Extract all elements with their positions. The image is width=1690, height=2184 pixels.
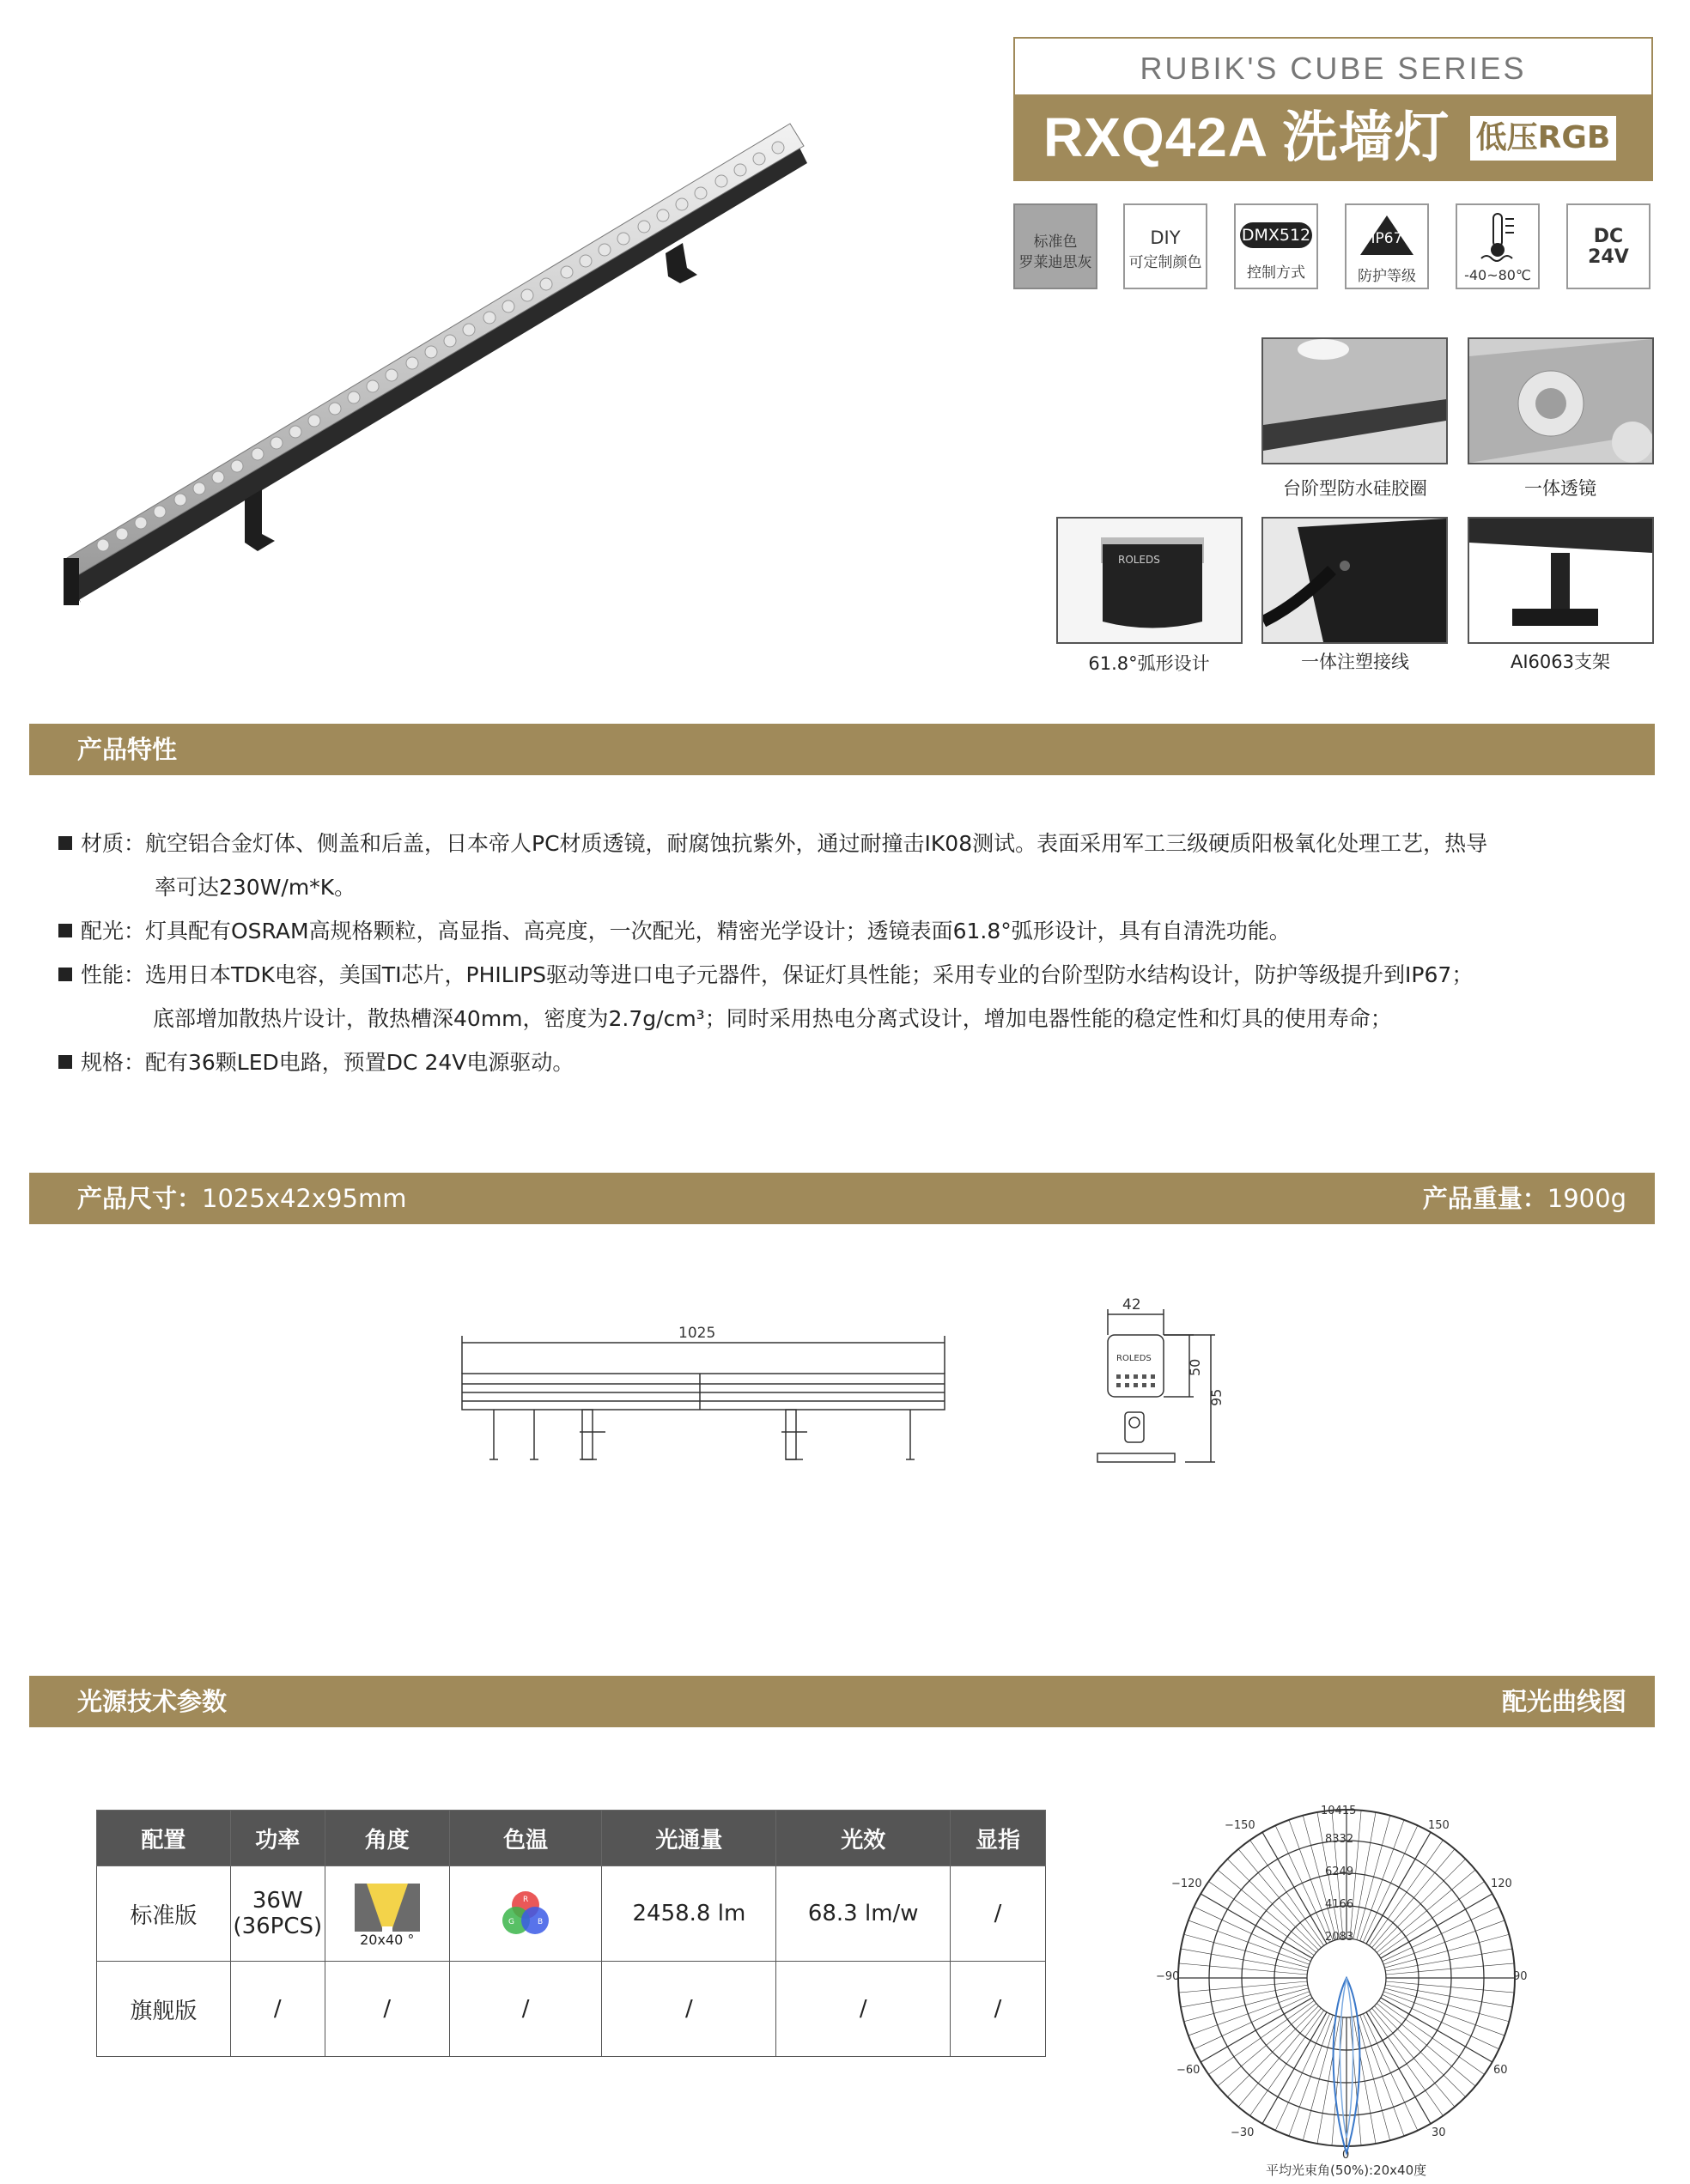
polar-spoke [1384,1934,1509,1968]
col-header: 光通量 [602,1811,776,1866]
polar-distribution-chart [1151,1794,1546,2181]
icon-caption: -40~80℃ [1464,267,1531,283]
table-row [97,1866,1046,1962]
rgb-g: G [508,1918,515,1926]
width-dimension: 42 [1122,1296,1141,1313]
detail-photo-bracket [1468,517,1654,644]
col-header: 功率 [230,1811,325,1866]
specs-title: 光源技术参数 [77,1687,228,1716]
polar-spoke [1360,2015,1404,2136]
polar-spoke [1366,1832,1431,1944]
col-header: 光效 [776,1811,951,1866]
cri-cell: / [951,1962,1046,2057]
features-title: 产品特性 [77,735,178,764]
seal-photo-art [1263,339,1446,463]
icon-line2: 24V [1588,246,1629,268]
col-header: 色温 [449,1811,602,1866]
feature-line: 规格：配有36颗LED电路，预置DC 24V电源驱动。 [81,1050,574,1075]
power-value: 36W [252,1888,303,1914]
caption-lens: 一体透镜 [1524,478,1596,499]
cri-cell: / [951,1866,1046,1962]
angle-cell [325,1866,449,1962]
power-cell: / [230,1962,325,2057]
feature-line: 性能：选用日本TDK电容，美国TI芯片，PHILIPS驱动等进口电子元器件，保证灯具性能；采用专业的台阶型防水结构设计，防护等级提升到IP67； [81,962,1474,987]
angle-label: 0 [1342,2149,1350,2162]
detail-photo-wiring [1261,517,1448,644]
angle-label: 90 [1513,1970,1528,1983]
height-dimension-95: 95 [1208,1388,1225,1406]
polar-spoke [1360,1820,1404,1941]
dmx512-control-icon [1234,203,1318,289]
rgb-b: B [538,1918,544,1926]
icon-caption: 控制方式 [1247,264,1305,282]
detail-photo-seal [1261,337,1448,464]
icon-caption: 防护等级 [1358,268,1416,285]
polar-spoke [1201,1998,1312,2062]
detail-photo-lens [1468,337,1654,464]
polar-spoke [1385,1985,1512,2007]
icon-line1: DIY [1150,228,1181,248]
polar-caption: 平均光束角(50%):20x40度 [1266,2163,1427,2178]
icon-line2: 罗莱迪思灰 [1018,254,1092,271]
angle-label: 150 [1428,1819,1450,1832]
ip-badge: IP67 [1371,230,1403,247]
config-cell: 标准版 [97,1866,231,1962]
polar-spoke [1377,1870,1475,1952]
polar-spoke [1317,2017,1340,2144]
col-header: 配置 [97,1811,231,1866]
specs-bar [29,1676,1655,1727]
caption-bracket: AI6063支架 [1510,652,1610,672]
efficacy-cell: / [776,1962,951,2057]
icon-line1: DC [1593,226,1624,247]
polar-spoke [1385,1949,1512,1971]
end-view-logo: ROLEDS [1116,1354,1152,1363]
polar-spoke [1238,2008,1321,2107]
spec-table [96,1810,1046,2057]
power-cell [230,1866,325,1962]
weight-value: 1900g [1547,1184,1626,1213]
series-name: RUBIK'S CUBE SERIES [1140,51,1527,86]
bracket-photo-art [1469,519,1652,642]
feature-item-material [58,822,1487,909]
cct-cell [449,1866,602,1962]
angle-label: 60 [1493,2064,1508,2077]
angle-label: 20x40 ° [360,1931,415,1948]
polar-spoke [1262,2012,1327,2124]
detail-photo-arc [1056,517,1243,644]
ring-label: 6249 [1325,1866,1354,1878]
col-header: 角度 [325,1811,449,1866]
size-label: 产品尺寸： [77,1184,203,1213]
feature-item-spec [58,1040,574,1084]
angle-label: 30 [1432,2126,1446,2139]
polar-spoke [1184,1988,1309,2022]
ring-label: 4166 [1325,1898,1354,1911]
angle-label: −60 [1176,2064,1201,2077]
feature-line: 配光：灯具配有OSRAM高规格颗粒，高显指、高亮度，一次配光，精密光学设计；透镜表面61.8°弧形设计，具有自清洗功能。 [81,919,1291,943]
polar-spoke [1262,1832,1327,1944]
polar-spoke [1357,1816,1390,1940]
weight-label: 产品重量： [1422,1184,1547,1213]
polar-spoke [1184,1934,1309,1968]
polar-spoke [1188,1920,1310,1964]
weight-block [1423,1173,1626,1224]
polar-spoke [1289,2015,1333,2136]
diy-color-icon [1123,203,1207,289]
height-dimension-50: 50 [1187,1358,1203,1376]
voltage-badge: 低压RGB [1470,116,1616,161]
col-header: 显指 [951,1811,1046,1866]
feature-item-optics [58,909,1291,953]
polar-spoke [1353,1812,1376,1939]
ip67-rating-icon [1345,203,1429,289]
rgb-r: R [523,1896,529,1904]
polar-spoke [1372,2008,1455,2107]
cct-cell: / [449,1962,602,2057]
product-image [60,112,833,644]
feature-line: 底部增加散热片设计，散热槽深40mm，密度为2.7g/cm³；同时采用热电分离式设计，增加电器性能的稳定性和灯具的使用寿命； [153,1006,1392,1031]
ring-label: 8332 [1325,1833,1354,1846]
curve-title: 配光曲线图 [1501,1687,1626,1716]
size-value: 1025x42x95mm [202,1184,407,1213]
angle-label: −150 [1225,1819,1255,1832]
rgb-color-icon [498,1886,553,1941]
power-count: (36PCS) [233,1914,323,1939]
polar-spoke [1181,1985,1308,2007]
standard-color-icon [1013,203,1097,289]
angle-label: 120 [1491,1878,1512,1890]
polar-spoke [1201,1894,1312,1958]
polar-spoke [1238,1849,1321,1948]
angle-label: −120 [1171,1878,1202,1890]
caption-wiring: 一体注塑接线 [1301,652,1409,672]
polar-spoke [1381,1894,1492,1958]
feature-item-performance [58,953,1473,1040]
wiring-photo-art [1263,519,1446,642]
polar-spoke [1381,1998,1492,2062]
angle-label: −30 [1231,2126,1255,2139]
polar-spoke [1366,2012,1431,2124]
config-cell: 旗舰版 [97,1962,231,2057]
features-bar [29,724,1655,775]
side-view-drawing [455,1322,953,1468]
product-title: RXQ42A 洗墙灯 [1043,106,1450,168]
efficacy-cell: 68.3 lm/w [776,1866,951,1962]
dimensions-bar [29,1173,1655,1224]
polar-spoke [1353,2017,1376,2144]
angle-label: −90 [1156,1970,1180,1983]
caption-seal: 台阶型防水硅胶圈 [1283,478,1427,499]
feature-line: 率可达230W/m*K。 [155,875,356,900]
angle-cell: / [325,1962,449,2057]
length-dimension: 1025 [678,1325,716,1342]
polar-spoke [1181,1949,1308,1971]
flux-cell: 2458.8 lm [602,1866,776,1962]
polar-spoke [1377,2004,1475,2086]
dc-24v-icon [1566,203,1650,289]
polar-spoke [1372,1849,1455,1948]
icon-line2: 可定制颜色 [1128,254,1202,271]
dmx-pill: DMX512 [1240,222,1312,248]
polar-spoke [1188,1992,1310,2035]
arc-photo-logo: ROLEDS [1118,554,1160,566]
thermometer-icon [1480,212,1519,262]
lens-photo-art [1469,339,1652,463]
table-row [97,1962,1046,2057]
polar-spoke [1383,1992,1505,2035]
table-header-row [97,1811,1046,1866]
ring-label: 10415 [1321,1805,1357,1817]
polar-spoke [1384,1988,1509,2022]
polar-spoke [1303,2016,1336,2140]
feature-line: 材质：航空铝合金灯体、侧盖和后盖，日本帝人PC材质透镜，耐腐蚀抗紫外，通过耐撞击IK08测试。表面采用军工三级硬质阳极氧化处理工艺，热导 [81,831,1488,856]
polar-spoke [1218,1870,1316,1952]
polar-spoke [1383,1920,1505,1964]
beam-angle-icon [355,1884,420,1932]
caption-arc: 61.8°弧形设计 [1088,653,1210,674]
temperature-range-icon [1456,203,1540,289]
arc-photo-art [1058,519,1241,642]
icon-line1: 标准色 [1033,234,1078,251]
polar-spoke [1218,2004,1316,2086]
polar-spoke [1357,2016,1390,2140]
end-view-drawing [1082,1292,1237,1472]
flux-cell: / [602,1962,776,2057]
ring-label: 2083 [1325,1931,1354,1944]
